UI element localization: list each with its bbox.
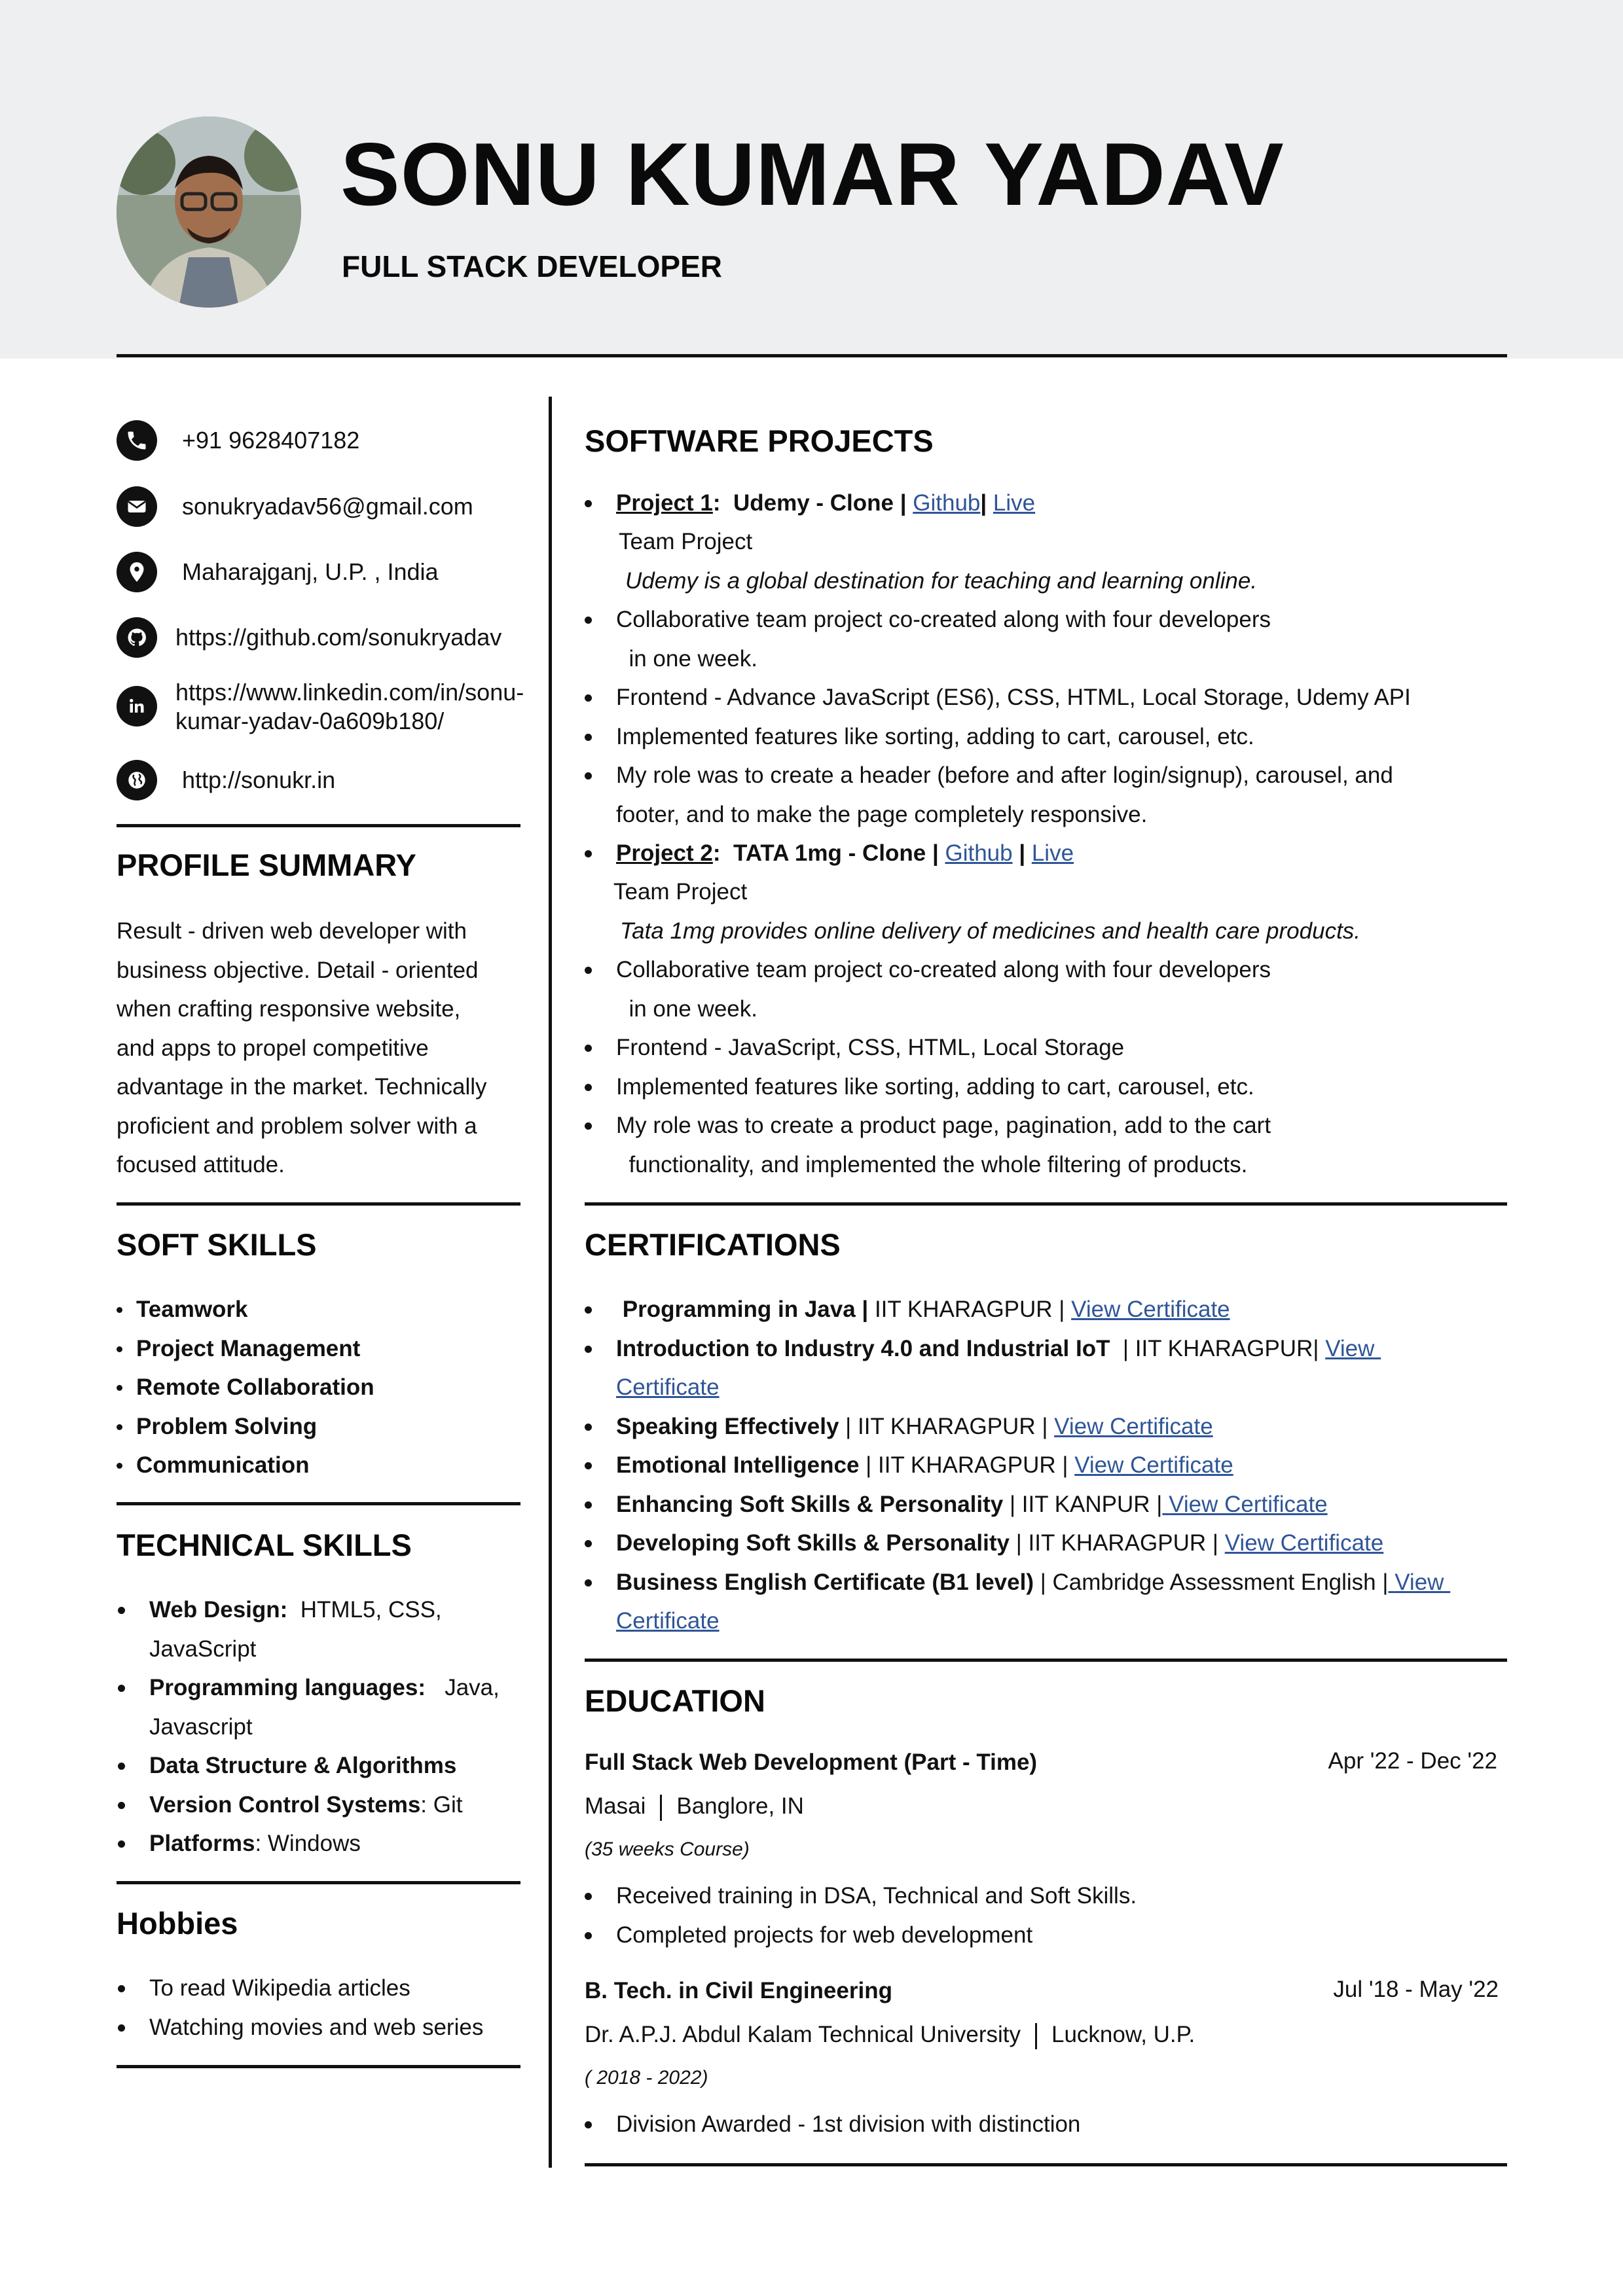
- contact-divider: [117, 824, 520, 827]
- tech-skill-vcs: Version Control Systems: Git: [149, 1785, 516, 1825]
- hobbies-divider: [117, 2065, 520, 2068]
- hobbies-heading: Hobbies: [117, 1906, 238, 1941]
- certifications-heading: CERTIFICATIONS: [585, 1227, 841, 1262]
- candidate-name: SONU KUMAR YADAV: [340, 124, 1285, 224]
- soft-skill-item: Communication: [136, 1446, 374, 1485]
- header-divider: [117, 354, 1507, 357]
- certification-item: Emotional Intelligence | IIT KHARAGPUR | View Certificate: [616, 1446, 1467, 1485]
- tech-skill-programming: Programming languages: Java, Javascript: [149, 1668, 516, 1746]
- hobby-item: Watching movies and web series: [149, 2008, 483, 2047]
- project-2-github-link[interactable]: Github: [945, 840, 1013, 866]
- profile-line: business objective. Detail - oriented: [117, 957, 479, 983]
- education-2-degree: B. Tech. in Civil Engineering: [585, 1978, 892, 2003]
- education-1-place: Banglore, IN: [676, 1793, 804, 1819]
- view-certificate-link[interactable]: Certificate: [616, 1374, 720, 1400]
- project-2-description: Tata 1mg provides online delivery of medicines and health care products.: [620, 918, 1361, 944]
- tech-skill-dsa: Data Structure & Algorithms: [149, 1746, 516, 1785]
- education-divider: [585, 2163, 1507, 2166]
- view-certificate-link[interactable]: View Certificate: [1054, 1413, 1213, 1439]
- profile-line: when crafting responsive website,: [117, 996, 461, 1022]
- project-2-bullet: Implemented features like sorting, adding to cart, carousel, etc.: [616, 1067, 1467, 1107]
- soft-skill-item: Teamwork: [136, 1290, 374, 1329]
- education-2-bullet: Division Awarded - 1st division with distinction: [616, 2105, 1467, 2144]
- certification-item: Developing Soft Skills & Personality | IIT KHARAGPUR | View Certificate: [616, 1524, 1467, 1563]
- project-2-bullet: Frontend - JavaScript, CSS, HTML, Local Storage: [616, 1028, 1467, 1067]
- hobby-item: To read Wikipedia articles: [149, 1969, 483, 2008]
- soft-skill-item: Project Management: [136, 1329, 374, 1369]
- project-1-bullets: [616, 600, 1467, 834]
- globe-icon: [117, 760, 157, 800]
- education-1-bullet: Completed projects for web development: [616, 1916, 1467, 1955]
- education-1-bullets: [616, 1876, 1467, 1954]
- technical-skills-list: [149, 1590, 516, 1863]
- project-1-description: Udemy is a global destination for teaching and learning online.: [625, 568, 1258, 594]
- project-1-github-link[interactable]: Github: [913, 490, 981, 516]
- certification-item: Programming in Java | IIT KHARAGPUR | View Certificate: [616, 1290, 1467, 1329]
- education-1-school: Masai: [585, 1793, 646, 1819]
- project-2-bullets: [616, 950, 1467, 1184]
- view-certificate-link[interactable]: Certificate: [616, 1608, 720, 1634]
- education-1-school-row: [585, 1787, 804, 1826]
- tech-skill-platforms: Platforms: Windows: [149, 1824, 516, 1863]
- education-heading: EDUCATION: [585, 1683, 765, 1718]
- github-icon: [117, 617, 157, 658]
- software-projects-heading: SOFTWARE PROJECTS: [585, 423, 934, 458]
- certifications-divider: [585, 1659, 1507, 1662]
- profile-line: and apps to propel competitive: [117, 1035, 429, 1061]
- project-2-title: Project 2: TATA 1mg - Clone | Github | Live: [616, 834, 1467, 873]
- profile-divider: [117, 1202, 520, 1206]
- soft-skill-item: Remote Collaboration: [136, 1368, 374, 1407]
- contact-email: [117, 486, 473, 527]
- separator: [660, 1795, 662, 1821]
- certification-item: Introduction to Industry 4.0 and Industrial IoT | IIT KHARAGPUR| View Certificate: [616, 1329, 1467, 1407]
- project-1-bullet: Implemented features like sorting, adding to cart, carousel, etc.: [616, 717, 1467, 757]
- profile-photo: [117, 117, 301, 308]
- contact-phone: [117, 420, 359, 461]
- tech-skill-web: Web Design: HTML5, CSS, JavaScript: [149, 1590, 516, 1668]
- view-certificate-link[interactable]: View: [1325, 1335, 1375, 1361]
- profile-line: proficient and problem solver with a: [117, 1113, 477, 1139]
- avatar: [117, 117, 301, 308]
- contact-github: [117, 617, 501, 658]
- view-certificate-link[interactable]: View Certificate: [1071, 1297, 1230, 1322]
- view-certificate-link[interactable]: View Certificate: [1224, 1530, 1384, 1556]
- project-1-type: Team Project: [619, 529, 753, 554]
- phone-text: +91 9628407182: [182, 427, 360, 454]
- contact-linkedin: [117, 678, 524, 736]
- project-1: [616, 484, 1467, 523]
- soft-skill-item: Problem Solving: [136, 1407, 374, 1446]
- view-certificate-link[interactable]: View: [1395, 1569, 1444, 1595]
- education-1-note: (35 weeks Course): [585, 1839, 750, 1860]
- project-2-bullet: Collaborative team project co-created along with four developers in one week.: [616, 950, 1467, 1028]
- email-link[interactable]: sonukryadav56@gmail.com: [182, 493, 473, 520]
- education-2-school: Dr. A.P.J. Abdul Kalam Technical University: [585, 2022, 1021, 2047]
- project-1-title: Project 1: Udemy - Clone | Github| Live: [616, 484, 1467, 523]
- website-link[interactable]: http://sonukr.in: [182, 766, 336, 793]
- contact-website: [117, 760, 335, 800]
- technical-skills-heading: TECHNICAL SKILLS: [117, 1528, 412, 1562]
- soft-skills-divider: [117, 1502, 520, 1505]
- location-pin-icon: [117, 552, 157, 592]
- project-1-bullet: Collaborative team project co-created along with four developers in one week.: [616, 600, 1467, 678]
- contact-location: [117, 552, 439, 592]
- soft-skills-heading: SOFT SKILLS: [117, 1227, 317, 1262]
- certification-item: Speaking Effectively | IIT KHARAGPUR | View Certificate: [616, 1407, 1467, 1446]
- tech-skills-divider: [117, 1881, 520, 1884]
- projects-divider: [585, 1202, 1507, 1206]
- education-2-date: Jul '18 - May '22: [1333, 1977, 1499, 2002]
- certification-item: Business English Certificate (B1 level) | Cambridge Assessment English | View Certificate: [616, 1563, 1467, 1641]
- separator: [1035, 2023, 1037, 2049]
- soft-skills-list: [136, 1290, 374, 1485]
- certification-item: Enhancing Soft Skills & Personality | IIT KANPUR | View Certificate: [616, 1485, 1467, 1524]
- mail-icon: [117, 486, 157, 527]
- project-1-live-link[interactable]: Live: [993, 490, 1036, 516]
- view-certificate-link[interactable]: View Certificate: [1074, 1452, 1233, 1478]
- linkedin-link-line1[interactable]: https://www.linkedin.com/in/sonu-: [175, 679, 524, 706]
- linkedin-link-line2[interactable]: kumar-yadav-0a609b180/: [175, 708, 445, 734]
- profile-line: advantage in the market. Technically: [117, 1074, 487, 1100]
- education-2-school-row: [585, 2015, 1195, 2054]
- project-1-bullet: My role was to create a header (before and after login/signup), carousel, and footer, and to make the page completely responsive.: [616, 756, 1467, 834]
- candidate-title: FULL STACK DEVELOPER: [342, 249, 722, 283]
- certifications-list: [616, 1290, 1467, 1641]
- education-2-note: ( 2018 - 2022): [585, 2067, 708, 2089]
- hobbies-list: [149, 1969, 483, 2047]
- profile-line: Result - driven web developer with: [117, 918, 467, 944]
- project-2-bullet: My role was to create a product page, pagination, add to the cart functionality, and implemented the whole filtering of products.: [616, 1106, 1467, 1184]
- column-divider: [549, 397, 552, 2168]
- project-2-live-link[interactable]: Live: [1031, 840, 1074, 866]
- location-text: Maharajganj, U.P. , India: [182, 558, 439, 585]
- view-certificate-link[interactable]: View Certificate: [1169, 1491, 1328, 1517]
- linkedin-icon: [117, 686, 157, 726]
- profile-summary-text: [117, 912, 522, 1185]
- education-1-bullet: Received training in DSA, Technical and Soft Skills.: [616, 1876, 1467, 1916]
- education-2-place: Lucknow, U.P.: [1051, 2022, 1195, 2047]
- education-2-bullets: [616, 2105, 1467, 2144]
- profile-line: focused attitude.: [117, 1152, 285, 1177]
- phone-icon: [117, 420, 157, 461]
- project-2: [616, 834, 1467, 873]
- education-1-date: Apr '22 - Dec '22: [1328, 1748, 1497, 1774]
- profile-summary-heading: PROFILE SUMMARY: [117, 848, 416, 882]
- github-link[interactable]: https://github.com/sonukryadav: [175, 624, 502, 651]
- project-2-type: Team Project: [613, 879, 748, 905]
- project-1-bullet: Frontend - Advance JavaScript (ES6), CSS, HTML, Local Storage, Udemy API: [616, 678, 1467, 717]
- education-1-degree: Full Stack Web Development (Part - Time): [585, 1749, 1038, 1775]
